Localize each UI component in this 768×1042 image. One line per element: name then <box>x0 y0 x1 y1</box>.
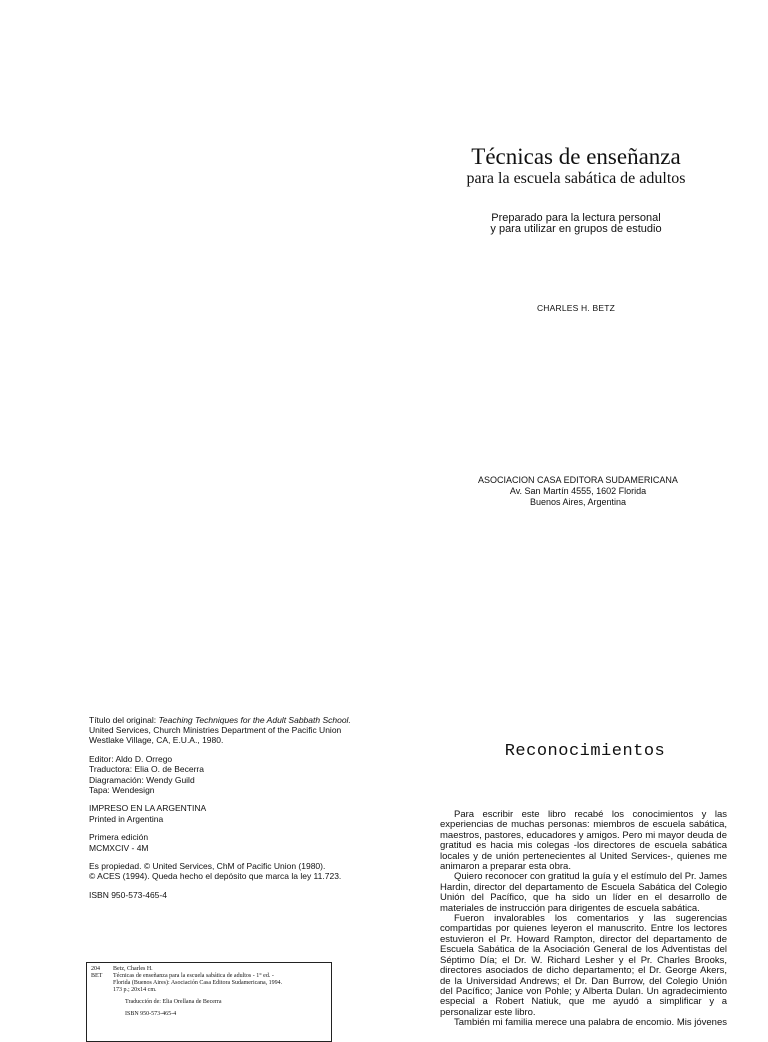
book-subtitle: para la escuela sabática de adultos <box>466 170 686 187</box>
acknowledgements-body <box>440 810 727 1029</box>
catalog-row-2 <box>91 973 327 994</box>
catalog-code-1: 204 <box>91 966 100 972</box>
original-publisher: United Services, Church Ministries Department of the Pacific Union <box>89 725 342 736</box>
catalog-author: Betz, Charles H. <box>113 966 153 972</box>
original-title-line <box>89 715 379 725</box>
original-place: Westlake Village, CA, E.U.A., 1980. <box>89 735 224 746</box>
catalog-entry-1: Técnicas de enseñanza para la escuela sabática de adultos - 1° ed. - <box>113 973 274 979</box>
book-title: Técnicas de enseñanza <box>471 144 681 169</box>
edition-code: MCMXCIV - 4M <box>89 842 149 853</box>
cover-credit: Tapa: Wendesign <box>89 784 155 795</box>
editor-credit: Editor: Aldo D. Orrego <box>89 754 173 765</box>
purpose-line-1: Preparado para la lectura personal <box>491 212 661 224</box>
catalog-entry-3: 173 p.; 20x14 cm. <box>113 987 157 993</box>
title-block <box>384 144 768 188</box>
isbn: ISBN 950-573-465-4 <box>89 890 167 901</box>
catalog-row-1 <box>91 966 327 973</box>
credits-block <box>89 715 379 900</box>
publisher-address-1: Av. San Martín 4555, 1602 Florida <box>509 486 647 496</box>
author-name: CHARLES H. BETZ <box>536 303 616 313</box>
purpose-line-2: y para utilizar en grupos de estudio <box>490 223 662 235</box>
ack-paragraph-3: Fueron invalorables los comentarios y las sugerencias compartidas por quienes leyeron el manuscrito. Entre los lectores estuvieron el Pr. Howard Rampton, director del departamento de Escuela Sabática de la Asociación General de los Adventistas del Séptimo Día; el Dr. W. Richard Lesher y el Pr. Charles Brooks, directores asociados de dicho departamento; el Dr. George Akers, de la Universidad Andrews; el Dr. Dan Burrow, del Colegio Unión del Pacífico; Janice von Pohle; y Alberta Dulan. Un agradecimiento especial a Robert Natiuk, que me ayudó a simplificar y a personalizar este libro. <box>440 913 727 1018</box>
publisher-address-2: Buenos Aires, Argentina <box>529 497 627 507</box>
catalog-isbn: ISBN 950-573-465-4 <box>125 1011 177 1017</box>
original-title: Teaching Techniques for the Adult Sabbath School. <box>158 715 351 725</box>
copyright-line-1: Es propiedad. © United Services, ChM of Pacific Union (1980). <box>89 861 326 872</box>
layout-credit: Diagramación: Wendy Guild <box>89 774 195 785</box>
original-title-label: Título del original: <box>89 715 157 725</box>
ack-paragraph-1: Para escribir este libro recabé los conocimientos y las experiencias de muchas personas: miembros de escuela sabática, maestros, pastores, educadores y amigos. Pero mi mayor deuda de gratitud es hacia mis colegas -los directores de escuela sabática locales y de unión pertenecientes al United Services-, quienes me animaron a preparar esta obra. <box>440 809 727 873</box>
purpose-statement <box>384 213 768 235</box>
edition-label: Primera edición <box>89 832 149 843</box>
acknowledgements-heading: Reconocimientos <box>504 742 666 761</box>
catalog-entry-2: Florida (Buenos Aires): Asociación Casa Editora Sudamericana, 1994. <box>113 980 283 986</box>
ack-paragraph-4: También mi familia merece una palabra de encomio. Mis jóvenes <box>454 1017 727 1029</box>
translator-credit: Traductora: Elia O. de Becerra <box>89 764 204 775</box>
catalog-translation: Traducción de: Elia Orellana de Becerra <box>125 999 222 1005</box>
catalog-card <box>86 962 332 1042</box>
printed-in-en: Printed in Argentina <box>89 813 164 824</box>
ack-paragraph-2: Quiero reconocer con gratitud la guía y el estímulo del Pr. James Hardin, director del departamento de Escuela Sabática del Colegio Unión del Pacífico, que ha sido un líder en el desarrollo de materiales de instrucción para dirigentes de escuela sabática. <box>440 871 727 914</box>
catalog-code-2: BET <box>91 973 103 979</box>
printed-in-es: IMPRESO EN LA ARGENTINA <box>89 803 207 814</box>
copyright-line-2: © ACES (1994). Queda hecho el depósito que marca la ley 11.723. <box>89 871 342 882</box>
publisher-block <box>384 475 768 508</box>
publisher-name: ASOCIACION CASA EDITORA SUDAMERICANA <box>478 475 678 485</box>
